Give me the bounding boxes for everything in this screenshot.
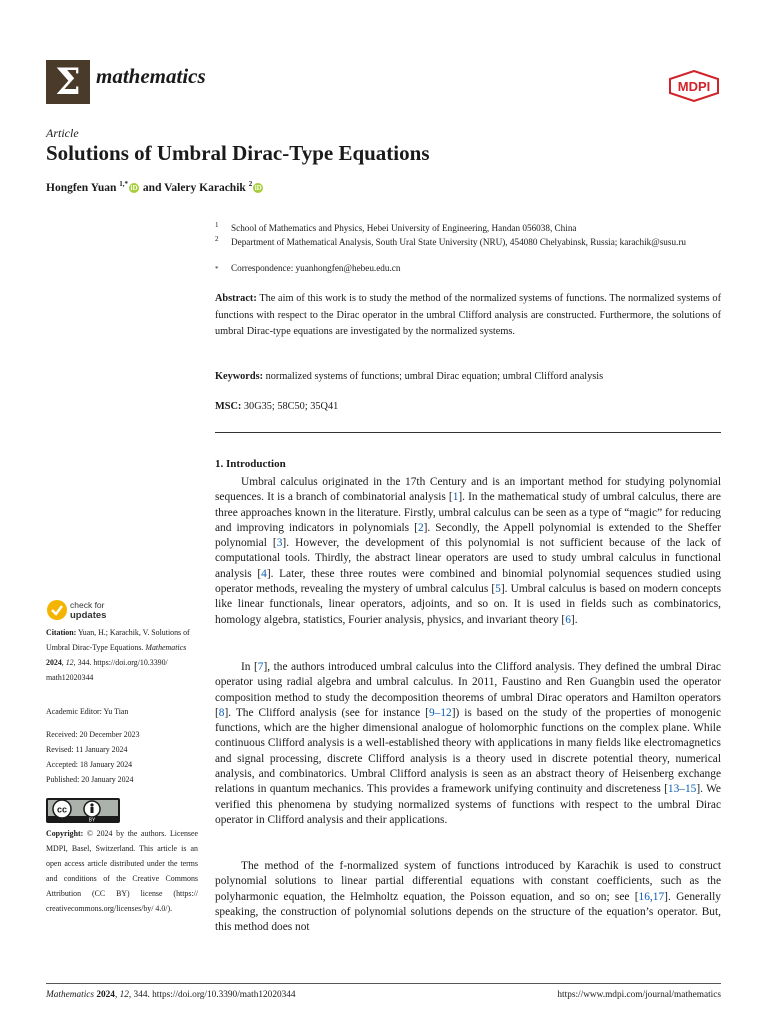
- check-for-updates-icon[interactable]: [46, 598, 146, 622]
- orcid-icon[interactable]: iD: [130, 183, 138, 192]
- keywords-text: normalized systems of functions; umbral Dirac equation; umbral Clifford analysis: [265, 371, 604, 382]
- section-divider: [215, 432, 721, 433]
- abstract-text: The aim of this work is to study the method of the normalized systems of functions. The normalized systems of functions with respect to the Dirac operator in the umbral Clifford analysis are constructed. Furthermore, the solutions of umbral Dirac-type equations are investigated by the normalized systems.: [215, 293, 722, 337]
- paragraph-text: ]. Generally speaking, the construction of polynomial solutions depends on the structure of the equation’s operator. But, this method does not: [215, 890, 721, 934]
- paragraph-text: ].: [570, 613, 578, 626]
- academic-editor: Academic Editor: Yu Tian: [46, 707, 129, 716]
- svg-text:BY: BY: [88, 817, 96, 823]
- check-updates-line1: check for: [70, 600, 105, 610]
- reference-link[interactable]: 6: [565, 613, 571, 626]
- correspondence-text: Correspondence: yuanhongfen@hebeu.edu.cn: [231, 263, 401, 273]
- paragraph-text: ]. The Clifford analysis (see for instance [: [224, 706, 429, 719]
- paragraph-text: Umbral calculus originated in the 17th Century and is an important method for studying polynomial sequences. It is a branch of combinatorial analysis [: [215, 476, 721, 504]
- reference-link[interactable]: 5: [495, 583, 501, 596]
- date-received: Received: 20 December 2023: [46, 730, 140, 739]
- copyright-label: Copyright:: [46, 829, 84, 838]
- keywords: [215, 369, 721, 386]
- paragraph-text: In [: [241, 661, 258, 673]
- paragraph-text: The method of the f-normalized system of functions introduced by Karachik is used to construct polynomial solutions to linear partial differential equations with constant coefficients, such as the polyharmonic equation, the Helmholtz equation, the Poisson equation, and so on; see [: [215, 860, 721, 903]
- citation-volume: 12: [65, 658, 74, 667]
- abstract: [215, 291, 721, 341]
- citation-text: Yuan, H.; Karachik, V. Solutions of Umbral Dirac-Type Equations.: [46, 628, 190, 652]
- paragraph-text: ]. However, the development of this polynomial is not sufficient because of the lack of computational tools. Thirdly, the abstract linear operators are used to study umbral calculus in functional analysis [: [215, 537, 722, 580]
- date-published: Published: 20 January 2024: [46, 775, 134, 784]
- affiliation-number: 2: [215, 235, 219, 243]
- check-updates-line2: updates: [70, 610, 107, 621]
- reference-link[interactable]: 16,17: [638, 890, 665, 903]
- author-list: [46, 180, 264, 194]
- article-title: Solutions of Umbral Dirac-Type Equations: [46, 141, 430, 165]
- msc-label: MSC:: [215, 401, 242, 412]
- reference-link[interactable]: 9–12: [428, 706, 452, 719]
- journal-name: mathematics: [96, 64, 206, 88]
- reference-link[interactable]: 7: [257, 661, 264, 673]
- footer-doi[interactable]: , 344. https://doi.org/10.3390/math12020344: [128, 990, 296, 1000]
- orcid-icon[interactable]: iD: [254, 183, 262, 192]
- affiliation-text: School of Mathematics and Physics, Hebei University of Engineering, Handan 056038, China: [231, 223, 577, 233]
- author-affiliation-sup: 1,*: [119, 180, 129, 188]
- paragraph-text: ]. Secondly, the Appell polynomial is extended to the Sheffer polynomial [: [215, 521, 721, 550]
- date-accepted: Accepted: 18 January 2024: [46, 760, 133, 769]
- paragraph: [215, 475, 721, 628]
- article-type: Article: [46, 126, 79, 140]
- citation-journal: Mathematics: [145, 643, 187, 652]
- abstract-label: Abstract:: [215, 293, 257, 304]
- reference-link[interactable]: 4: [261, 567, 267, 580]
- msc: [215, 399, 721, 416]
- citation-label: Citation:: [46, 628, 77, 637]
- affiliation-number: 1: [215, 221, 219, 229]
- footer-year: 2024: [96, 990, 115, 1000]
- author-affiliation-sup: 2: [248, 180, 253, 188]
- msc-text: 30G35; 58C50; 35Q41: [243, 401, 339, 412]
- reference-link[interactable]: 1: [452, 491, 459, 504]
- paragraph: [215, 660, 721, 828]
- affiliation-number: *: [215, 265, 219, 273]
- reference-link[interactable]: 2: [417, 521, 424, 534]
- cc-by-license-icon[interactable]: [46, 798, 120, 823]
- mdpi-logo-text: MDPI: [677, 79, 711, 94]
- citation-doi[interactable]: , 344. https://doi.org/10.3390/ math12020344: [46, 658, 168, 682]
- copyright-text: © 2024 by the authors. Licensee MDPI, Basel, Switzerland. This article is an open access article distributed under the terms and conditions of the Creative Commons Attribution (CC BY) license (https:// creativecommons.org/licenses/by/ 4.0/).: [46, 829, 198, 913]
- footer-volume: 12: [119, 990, 129, 1000]
- copyright-notice: [46, 826, 198, 916]
- footer-journal: Mathematics: [46, 990, 95, 1000]
- reference-link[interactable]: 3: [276, 537, 283, 550]
- reference-link[interactable]: 8: [218, 706, 225, 719]
- paragraph-text: ], the authors introduced umbral calculus into the Clifford analysis. They defined the umbral Dirac operator using radial algebra and umbral calculus. In 2011, Faustino and Ren Guangbin used the operator composition method to study the decomposition theorems of umbral Dirac operators and Hamilton operators [: [215, 661, 721, 719]
- footer-citation: Mathematics 2024, 12, 344. https://doi.org/10.3390/math12020344: [46, 990, 296, 1000]
- paragraph-text: ]. We verified this phenomena by studying normalized systems of functions with respect to the umbral Dirac operator in Clifford analysis and their applications.: [215, 783, 721, 826]
- keywords-label: Keywords:: [215, 371, 264, 382]
- footer-journal-url[interactable]: https://www.mdpi.com/journal/mathematics: [557, 990, 721, 1000]
- paragraph-text: ]. Umbral calculus is based on modern concepts like linear functionals, linear operators, adjoints, and so on. It is used in fields such as combinatorics, homology algebra, statistics, Fourier analysis, physics, and invariant theory [: [215, 583, 721, 626]
- author-name[interactable]: Hongfen Yuan: [46, 181, 117, 194]
- affiliation-text: Department of Mathematical Analysis, South Ural State University (NRU), 454080 Chelyabinsk, Russia; karachik@susu.ru: [231, 237, 687, 247]
- paragraph-text: ]) is based on the study of the properties of monogenic functions, which are the higher dimensional analogue of holomorphic functions on the complex plane. While continuous Clifford analysis is a well-established theory with applications in many fields like electromagnetics and signal processing, discrete Clifford analysis is a theory used in discrete potential theory, numerical analysis, and combinatorics. Umbral Clifford analysis is seen as an abstract theory of Heisenberg exchange relations in quantum mechanics. This provides a framework unifying continuity and discreteness [: [215, 706, 722, 796]
- citation-year: 2024: [46, 658, 62, 667]
- reference-link[interactable]: 13–15: [667, 783, 697, 796]
- svg-text:cc: cc: [56, 804, 68, 815]
- paragraph-text: ]. Later, these three routes were combined and binomial polynomial sequences studied using operator methods, revealing the mystery of umbral calculus [: [215, 567, 722, 596]
- date-revised: Revised: 11 January 2024: [46, 745, 128, 754]
- citation: Citation: Yuan, H.; Karachik, V. Solutions of Umbral Dirac-Type Equations. Mathematics 2024, 12, 344. https://doi.org/10.3390/ math12020344: [46, 628, 190, 682]
- footer-divider: [46, 983, 721, 984]
- journal-logo-icon: Σ: [46, 60, 90, 104]
- author-name[interactable]: and Valery Karachik: [142, 181, 246, 194]
- section-title: 1. Introduction: [215, 458, 286, 470]
- mdpi-logo-icon: [667, 70, 721, 102]
- paragraph-text: ]. In the mathematical study of umbral calculus, there are three approaches known in the literature. Firstly, umbral calculus can be seen as a type of “magic” for reducing and improving indicators in polynomials [: [215, 491, 721, 534]
- paragraph: [215, 859, 721, 935]
